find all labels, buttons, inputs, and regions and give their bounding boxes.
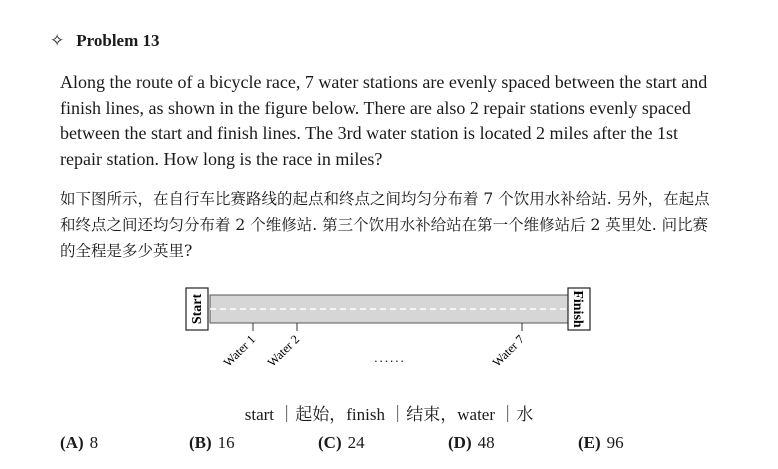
choice-e-label: (E) bbox=[578, 433, 601, 452]
choice-d[interactable] bbox=[448, 433, 495, 453]
choice-c[interactable] bbox=[318, 433, 365, 453]
choice-c-value: 24 bbox=[347, 433, 365, 452]
choice-a[interactable] bbox=[60, 433, 98, 453]
start-label: Start bbox=[190, 293, 205, 325]
problem-title: Problem 13 bbox=[76, 31, 160, 50]
problem-text-chinese bbox=[60, 186, 720, 264]
choice-c-label: (C) bbox=[318, 433, 342, 452]
race-route-figure bbox=[170, 280, 600, 400]
figure-legend bbox=[0, 400, 778, 425]
stations-ellipsis: ...... bbox=[374, 350, 406, 365]
choice-e[interactable] bbox=[578, 433, 624, 453]
choice-d-label: (D) bbox=[448, 433, 472, 452]
choice-e-value: 96 bbox=[606, 433, 624, 452]
choice-b-label: (B) bbox=[189, 433, 212, 452]
choice-b-value: 16 bbox=[217, 433, 235, 452]
finish-label: Finish bbox=[570, 290, 585, 328]
choice-a-value: 8 bbox=[89, 433, 99, 452]
water-7-label: Water 7 bbox=[489, 332, 528, 370]
problem-text-en: Along the route of a bicycle race, 7 water stations are evenly spaced between the start and finish lines, as shown in the figure below. There are also 2 repair stations evenly spaced between the start and finish lines. The 3rd water station is located 2 miles after the 1st repair station. How long is the race in miles? bbox=[60, 72, 708, 169]
problem-text-english bbox=[60, 70, 720, 172]
problem-text-zh: 如下图所示，在自行车比赛路线的起点和终点之间均匀分布着 7 个饮用水补给站. 另外，在起点和终点之间还均匀分布着 2 个维修站. 第三个饮用水补给站在第一个维修站后 2 英里处. 问比赛的全程是多少英里? bbox=[60, 190, 710, 260]
sparkle-icon: ✧ bbox=[50, 31, 65, 50]
water-2-label: Water 2 bbox=[264, 332, 303, 370]
legend-text: start ｜起始，finish ｜结束，water ｜水 bbox=[244, 405, 534, 424]
choice-b[interactable] bbox=[189, 433, 235, 453]
water-1-label: Water 1 bbox=[220, 332, 259, 370]
problem-header bbox=[50, 31, 160, 51]
choice-d-value: 48 bbox=[477, 433, 495, 452]
choice-a-label: (A) bbox=[60, 433, 84, 452]
